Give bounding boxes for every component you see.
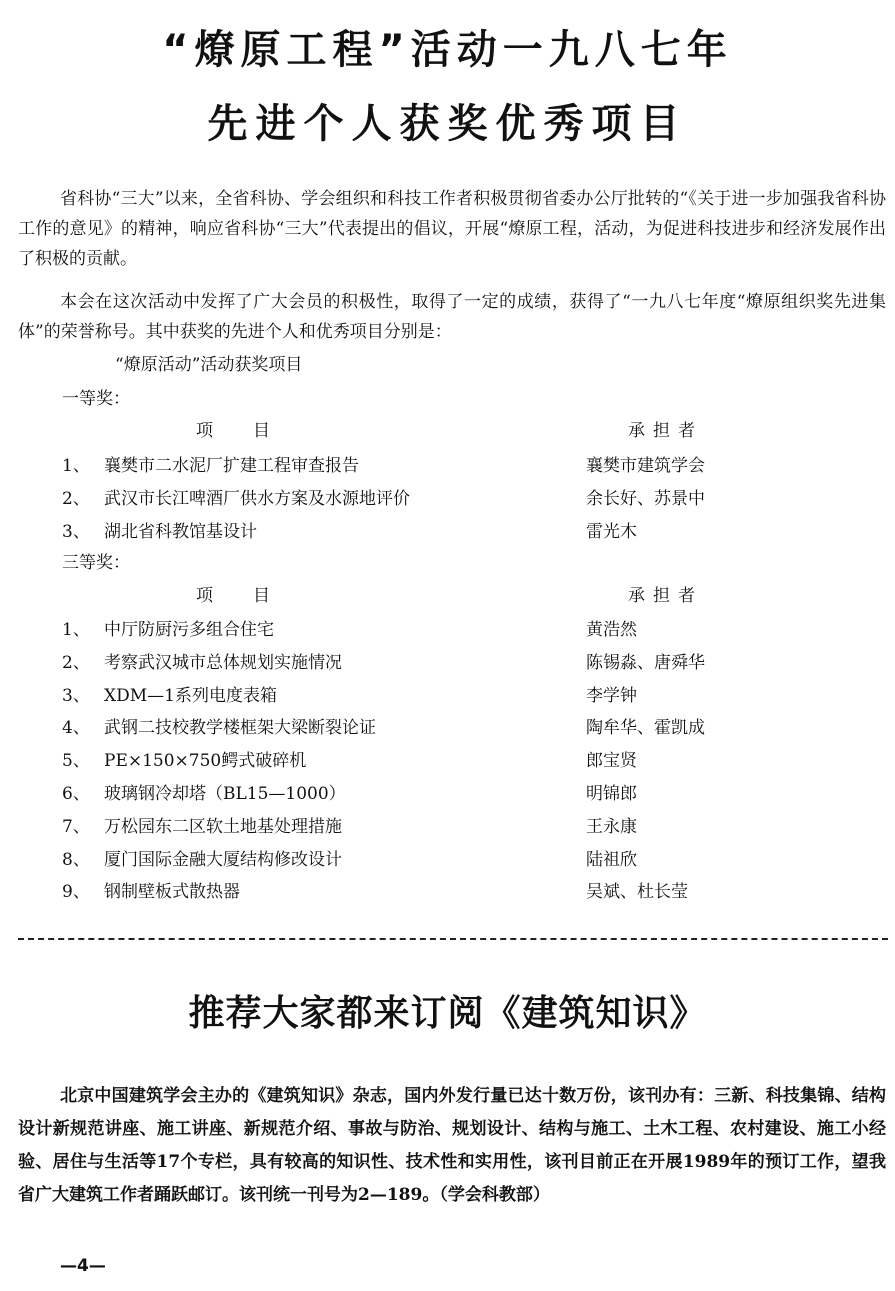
item-number: 3、 — [62, 521, 90, 542]
section-divider — [18, 938, 888, 940]
first-prize-project-header: 项目 — [196, 421, 310, 441]
list-item — [62, 876, 762, 909]
item-project: 武汉市长江啤酒厂供水方案及水源地评价 — [104, 488, 410, 509]
item-project: 襄樊市二水泥厂扩建工程审查报告 — [104, 456, 359, 476]
item-owner: 襄樊市建筑学会 — [586, 456, 705, 476]
third-prize-label: 三等奖： — [62, 553, 130, 573]
item-project: 厦门国际金融大厦结构修改设计 — [104, 849, 342, 870]
item-project: 湖北省科教馆基设计 — [104, 521, 257, 542]
item-owner: 郎宝贤 — [586, 751, 637, 772]
list-item — [62, 516, 762, 549]
list-item — [62, 483, 762, 516]
item-project: 考察武汉城市总体规划实施情况 — [104, 652, 342, 673]
item-number: 1、 — [62, 456, 90, 476]
list-item — [62, 647, 762, 680]
item-project: 钢制壁板式散热器 — [104, 882, 240, 903]
item-project: 武钢二技校教学楼框架大梁断裂论证 — [104, 718, 376, 739]
item-owner: 黄浩然 — [586, 620, 637, 640]
item-number: 5、 — [62, 751, 90, 772]
intro-paragraph: 省科协“三大”以来，全省科协、学会组织和科技工作者积极贯彻省委办公厅批转的“《关于进一步加强我省科协工作的意见》的精神，响应省科协“三大”代表提出的倡议，开展“燎原工程，活动，为促进科技进步和经济发展作出了积极的贡献。 — [18, 189, 886, 269]
item-owner: 余长好、苏景中 — [586, 488, 705, 509]
subscription-title: 推荐大家都来订阅《建筑知识》 — [188, 993, 707, 1034]
item-owner: 陶牟华、霍凯成 — [586, 718, 705, 739]
item-project: 玻璃钢冷却塔（BL15—1000） — [104, 783, 346, 804]
item-owner: 王永康 — [586, 816, 637, 837]
achievement-paragraph: 本会在这次活动中发挥了广大会员的积极性，取得了一定的成绩，获得了“一九八七年度“燎原组织奖先进集体”的荣誉称号。其中获奖的先进个人和优秀项目分别是： — [18, 292, 886, 342]
item-owner: 明锦郎 — [586, 783, 637, 804]
list-item — [62, 680, 762, 713]
item-project: XDM—1系列电度表箱 — [104, 685, 277, 706]
list-item — [62, 778, 762, 811]
item-number: 3、 — [62, 685, 90, 706]
list-item — [62, 844, 762, 877]
article-title-line2: 先进个人获奖优秀项目 — [207, 101, 688, 147]
list-item — [62, 450, 762, 483]
item-owner: 陆祖欣 — [586, 849, 637, 870]
item-owner: 雷光木 — [586, 521, 637, 542]
item-number: 9、 — [62, 882, 90, 903]
item-number: 8、 — [62, 849, 90, 870]
third-prize-owner-header: 承担者 — [628, 586, 703, 606]
item-project: 中厅防厨污多组合住宅 — [104, 620, 274, 640]
subscription-paragraph: 北京中国建筑学会主办的《建筑知识》杂志，国内外发行量已达十数万份，该刊办有：三新、科技集锦、结构设计新规范讲座、施工讲座、新规范介绍、事故与防治、规划设计、结构与施工、土木工程、农村建设、施工小经验、居住与生活等17个专栏，具有较高的知识性、技术性和实用性，该刊目前正在开展1989年的预订工作，望我省广大建筑工作者踊跃邮订。该刊统一刊号为2—189。（学会科教部） — [18, 1086, 886, 1205]
list-item — [62, 811, 762, 844]
third-prize-list — [62, 614, 762, 909]
list-item — [62, 745, 762, 778]
item-number: 7、 — [62, 816, 90, 837]
awards-heading: “燎原活动”活动获奖项目 — [115, 355, 303, 375]
item-owner: 李学钟 — [586, 685, 637, 706]
list-item — [62, 712, 762, 745]
first-prize-owner-header: 承担者 — [628, 421, 703, 441]
list-item — [62, 614, 762, 647]
item-owner: 吴斌、杜长莹 — [586, 882, 688, 903]
article-title-line1: “燎原工程”活动一九八七年 — [162, 27, 733, 73]
item-owner: 陈锡淼、唐舜华 — [586, 652, 705, 673]
item-number: 4、 — [62, 718, 90, 739]
page-number: —4— — [60, 1256, 106, 1276]
third-prize-project-header: 项目 — [196, 586, 310, 606]
item-project: 万松园东二区软土地基处理措施 — [104, 816, 342, 837]
item-number: 2、 — [62, 488, 90, 509]
item-number: 6、 — [62, 783, 90, 804]
item-number: 1、 — [62, 620, 90, 640]
item-project: PE×150×750鳄式破碎机 — [104, 751, 307, 772]
first-prize-list — [62, 450, 762, 548]
item-number: 2、 — [62, 652, 90, 673]
first-prize-label: 一等奖： — [62, 389, 130, 409]
